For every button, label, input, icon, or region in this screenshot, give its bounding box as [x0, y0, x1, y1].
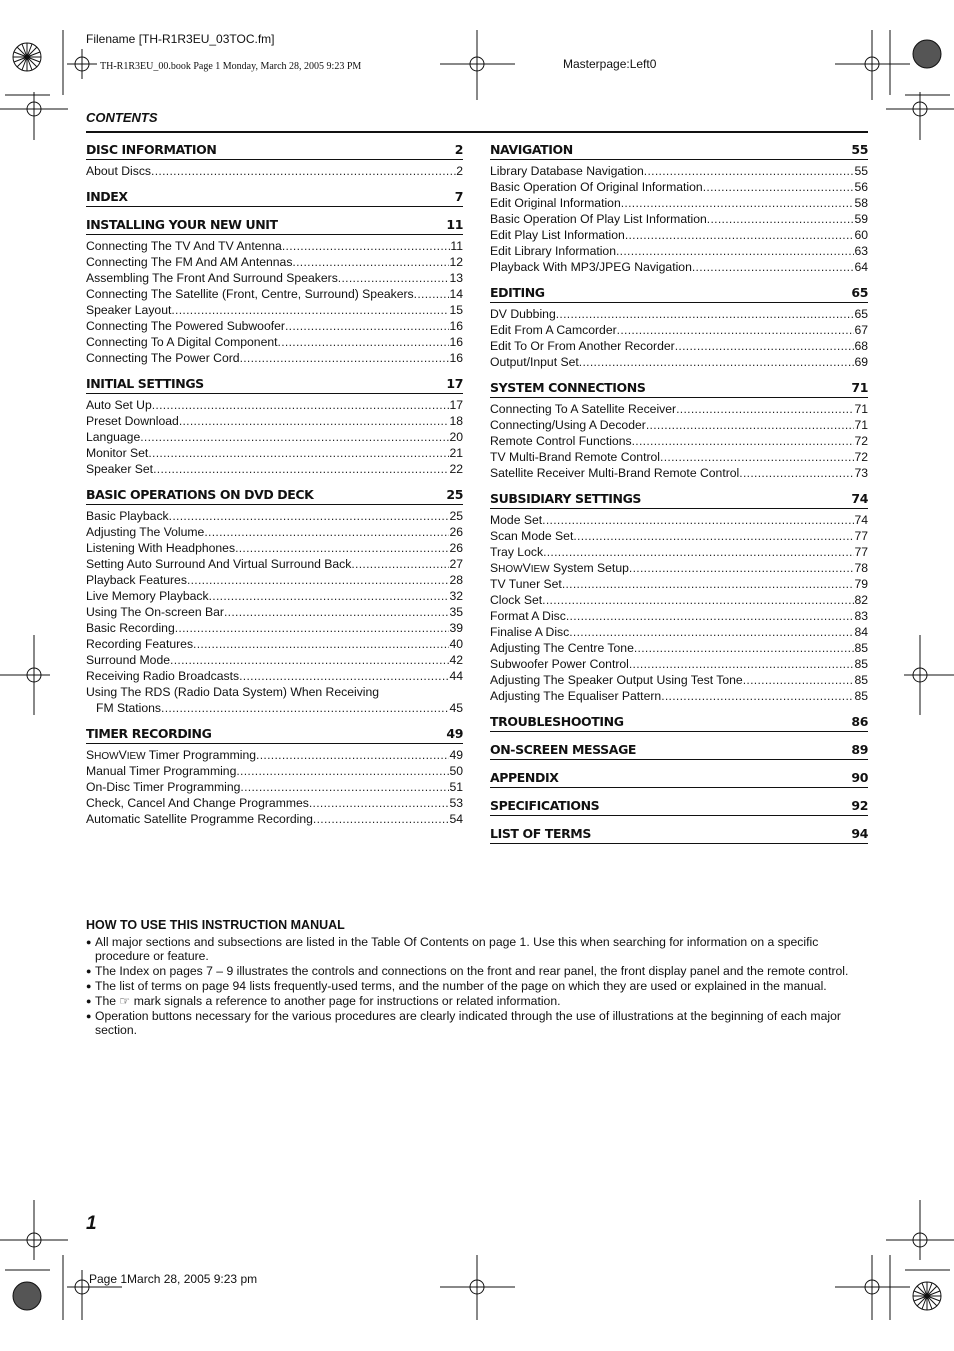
bullet-icon: ●	[86, 995, 92, 1006]
header-masterpage: Masterpage:Left0	[563, 57, 657, 71]
howto-text: All major sections and subsections are listed in the Table Of Contents on page 1. Use this when searching for information on a specific procedure or feature.	[95, 935, 819, 964]
entry-page: 22	[449, 462, 463, 476]
section-title: EDITING	[490, 285, 545, 300]
entry-page: 85	[854, 657, 868, 671]
entry-title-iew: IEW	[126, 751, 146, 762]
entry-page: 85	[854, 641, 868, 655]
section-title: INITIAL SETTINGS	[86, 376, 204, 391]
entry-page: 56	[854, 180, 868, 194]
section-title: SPECIFICATIONS	[490, 798, 600, 813]
page-number: 1	[86, 1213, 97, 1234]
entry-page: 21	[449, 446, 463, 460]
entry-title: Edit To Or From Another Recorder	[490, 339, 675, 353]
entry-page: 77	[854, 529, 868, 543]
entry-page: 64	[854, 260, 868, 274]
entry-page: 85	[854, 673, 868, 687]
entry-page: 17	[449, 398, 463, 412]
entry-title: Using The On-screen Bar	[86, 605, 224, 619]
entry-page: 50	[449, 764, 463, 778]
entry-title: Surround Mode	[86, 653, 171, 667]
entry-title: Monitor Set	[86, 446, 149, 460]
entry-page: 79	[854, 577, 868, 591]
section-page: 65	[851, 285, 868, 300]
entry-title: Remote Control Functions	[490, 434, 632, 448]
section-title: SYSTEM CONNECTIONS	[490, 380, 646, 395]
entry-page: 59	[854, 212, 868, 226]
entry-title: Format A Disc	[490, 609, 566, 623]
entry-title: Using The RDS (Radio Data System) When Receiving	[86, 685, 380, 699]
entry-title: Manual Timer Programming	[86, 764, 237, 778]
entry-page: 49	[449, 748, 463, 762]
entry-title: Listening With Headphones	[86, 541, 236, 555]
entry-title: Connecting The Power Cord	[86, 351, 240, 365]
entry-title: Tray Lock	[490, 545, 544, 559]
entry-title: Edit Play List Information	[490, 228, 625, 242]
section-page: 94	[851, 826, 868, 841]
entry-title: Playback Features	[86, 573, 187, 587]
entry-title-how: HOW	[498, 564, 523, 575]
entry-page: 25	[449, 509, 463, 523]
entry-title: TV Multi-Brand Remote Control	[490, 450, 661, 464]
entry-page: 73	[854, 466, 868, 480]
entry-page: 55	[854, 164, 868, 178]
section-title: SUBSIDIARY SETTINGS	[490, 491, 642, 506]
section-page: 86	[851, 714, 868, 729]
entry-page: 16	[449, 335, 463, 349]
entry-title: Receiving Radio Broadcasts	[86, 669, 240, 683]
entry-page: 72	[854, 434, 868, 448]
section-title: ON-SCREEN MESSAGE	[490, 742, 637, 757]
entry-title: Recording Features	[86, 637, 194, 651]
entry-title: Edit Library Information	[490, 244, 616, 258]
entry-page: 63	[854, 244, 868, 258]
entry-title-how: HOW	[94, 751, 119, 762]
entry-title: Auto Set Up	[86, 398, 152, 412]
entry-title: DV Dubbing	[490, 307, 556, 321]
entry-title: Automatic Satellite Programme Recording	[86, 812, 313, 826]
section-title: LIST OF TERMS	[490, 826, 591, 841]
entry-title-s: S	[490, 561, 499, 575]
registration-sunburst-icon	[13, 43, 41, 71]
entry-title: Adjusting The Volume	[86, 525, 205, 539]
section-title: TIMER RECORDING	[86, 726, 212, 741]
howto-title: HOW TO USE THIS INSTRUCTION MANUAL	[86, 918, 345, 932]
entry-title: Basic Recording	[86, 621, 175, 635]
entry-page: 85	[854, 689, 868, 703]
entry-title: Assembling The Front And Surround Speakers	[86, 271, 338, 285]
section-page: 90	[851, 770, 868, 785]
entry-title: Playback With MP3/JPEG Navigation	[490, 260, 692, 274]
entry-title-iew: IEW	[530, 564, 550, 575]
section-title: INDEX	[86, 189, 128, 204]
entry-title: Edit From A Camcorder	[490, 323, 617, 337]
entry-page: 84	[854, 625, 868, 639]
header-filename: Filename [TH-R1R3EU_03TOC.fm]	[86, 32, 275, 46]
entry-page: 71	[854, 418, 868, 432]
entry-page: 53	[449, 796, 463, 810]
entry-page: 28	[449, 573, 463, 587]
entry-page: 35	[449, 605, 463, 619]
section-page: 49	[446, 726, 463, 741]
entry-page: 13	[449, 271, 463, 285]
entry-title: TV Tuner Set	[490, 577, 562, 591]
section-page: 92	[851, 798, 868, 813]
entry-title: Connecting To A Satellite Receiver	[490, 402, 677, 416]
entry-page: 82	[854, 593, 868, 607]
entry-title: Preset Download	[86, 414, 179, 428]
section-page: 2	[454, 142, 463, 157]
entry-page: 45	[449, 701, 463, 715]
header-book-info: TH-R1R3EU_00.book Page 1 Monday, March 28, 2005 9:23 PM	[100, 61, 362, 72]
footer-timestamp: Page 1March 28, 2005 9:23 pm	[89, 1272, 258, 1286]
entry-title: Setting Auto Surround And Virtual Surround Back	[86, 557, 352, 571]
entry-title: Check, Cancel And Change Programmes	[86, 796, 309, 810]
entry-title: Subwoofer Power Control	[490, 657, 629, 671]
entry-title: Language	[86, 430, 141, 444]
entry-title: Output/Input Set	[490, 355, 579, 369]
entry-title: Satellite Receiver Multi-Brand Remote Control	[490, 466, 740, 480]
entry-page: 16	[449, 319, 463, 333]
entry-page: 39	[449, 621, 463, 635]
entry-title: Connecting The Powered Subwoofer	[86, 319, 285, 333]
entry-page: 11	[450, 239, 463, 253]
entry-page: 42	[449, 653, 463, 667]
entry-page: 65	[854, 307, 868, 321]
section-page: 74	[851, 491, 868, 506]
entry-page: 2	[456, 164, 463, 178]
section-title: TROUBLESHOOTING	[490, 714, 624, 729]
entry-page: 18	[449, 414, 463, 428]
entry-title: Basic Operation Of Play List Information	[490, 212, 707, 226]
entry-page: 69	[854, 355, 868, 369]
entry-page: 78	[854, 561, 868, 575]
entry-title: Scan Mode Set	[490, 529, 574, 543]
entry-page: 74	[854, 513, 868, 527]
entry-page: 51	[449, 780, 463, 794]
section-page: 11	[446, 217, 463, 232]
entry-page: 54	[449, 812, 463, 826]
entry-page: 15	[449, 303, 463, 317]
entry-page: 12	[449, 255, 463, 269]
section-page: 89	[851, 742, 868, 757]
entry-title-v: V	[522, 561, 531, 575]
howto-text: The Index on pages 7 – 9 illustrates the controls and connections on the front and rear panel, the front display panel and the remote control.	[95, 963, 849, 978]
entry-page: 16	[449, 351, 463, 365]
entry-page: 32	[449, 589, 463, 603]
entry-title: Library Database Navigation	[490, 164, 644, 178]
entry-title: Adjusting The Centre Tone	[490, 641, 634, 655]
entry-title-rest: Timer Programming	[145, 748, 257, 762]
entry-page: 67	[854, 323, 868, 337]
entry-title: On-Disc Timer Programming	[86, 780, 241, 794]
entry-page: 27	[449, 557, 463, 571]
section-page: 71	[851, 380, 868, 395]
bullet-icon: ●	[86, 965, 92, 976]
entry-title: Adjusting The Speaker Output Using Test Tone	[490, 673, 743, 687]
entry-title: About Discs	[86, 164, 152, 178]
entry-title: Speaker Set	[86, 462, 154, 476]
section-page: 25	[446, 487, 463, 502]
entry-page: 58	[854, 196, 868, 210]
entry-page: 83	[854, 609, 868, 623]
entry-page: 60	[854, 228, 868, 242]
entry-title: Finalise A Disc	[490, 625, 570, 639]
entry-page: 71	[854, 402, 868, 416]
entry-page: 77	[854, 545, 868, 559]
entry-page: 68	[854, 339, 868, 353]
section-page: 7	[454, 189, 463, 204]
howto-text: The list of terms on page 94 lists frequently-used terms, and the number of the page on which they are used or explained in the manual.	[95, 978, 827, 993]
entry-title: Edit Original Information	[490, 196, 621, 210]
entry-title: Connecting To A Digital Component	[86, 335, 278, 349]
entry-page: 14	[449, 287, 463, 301]
entry-page: 40	[449, 637, 463, 651]
bullet-icon: ●	[86, 937, 92, 947]
section-title: INSTALLING YOUR NEW UNIT	[86, 217, 278, 232]
page-title: CONTENTS	[86, 110, 158, 125]
entry-title: Mode Set	[490, 513, 543, 527]
section-title: DISC INFORMATION	[86, 142, 217, 157]
entry-title: Connecting The TV And TV Antenna	[86, 239, 282, 253]
entry-page: 20	[449, 430, 463, 444]
entry-title: Connecting/Using A Decoder	[490, 418, 646, 432]
entry-title: Basic Operation Of Original Information	[490, 180, 703, 194]
entry-title-v: V	[118, 748, 127, 762]
section-title: BASIC OPERATIONS ON DVD DECK	[86, 487, 314, 502]
howto-text: The ☞ mark signals a reference to another page for instructions or related information.	[95, 993, 561, 1008]
entry-page: 72	[854, 450, 868, 464]
entry-title: Speaker Layout	[86, 303, 172, 317]
entry-title: Connecting The Satellite (Front, Centre, Surround) Speakers	[86, 287, 414, 301]
entry-title: Basic Playback	[86, 509, 169, 523]
bullet-icon: ●	[86, 980, 92, 991]
entry-title: Adjusting The Equaliser Pattern	[490, 689, 662, 703]
entry-page: 44	[449, 669, 463, 683]
entry-title-rest: System Setup	[549, 561, 629, 575]
entry-title-cont: FM Stations	[96, 701, 162, 715]
section-page: 17	[446, 376, 463, 391]
entry-page: 26	[449, 525, 463, 539]
howto-text: Operation buttons necessary for the various procedures are clearly indicated through the use of illustrations at the beginning of each major section.	[95, 1008, 841, 1038]
entry-title: Connecting The FM And AM Antennas	[86, 255, 293, 269]
entry-title: Live Memory Playback	[86, 589, 209, 603]
bullet-icon: ●	[86, 1010, 92, 1021]
entry-page: 26	[449, 541, 463, 555]
section-title: APPENDIX	[490, 770, 559, 785]
entry-title-s: S	[86, 748, 95, 762]
entry-title: Clock Set	[490, 593, 543, 607]
section-title: NAVIGATION	[490, 142, 573, 157]
section-page: 55	[851, 142, 868, 157]
